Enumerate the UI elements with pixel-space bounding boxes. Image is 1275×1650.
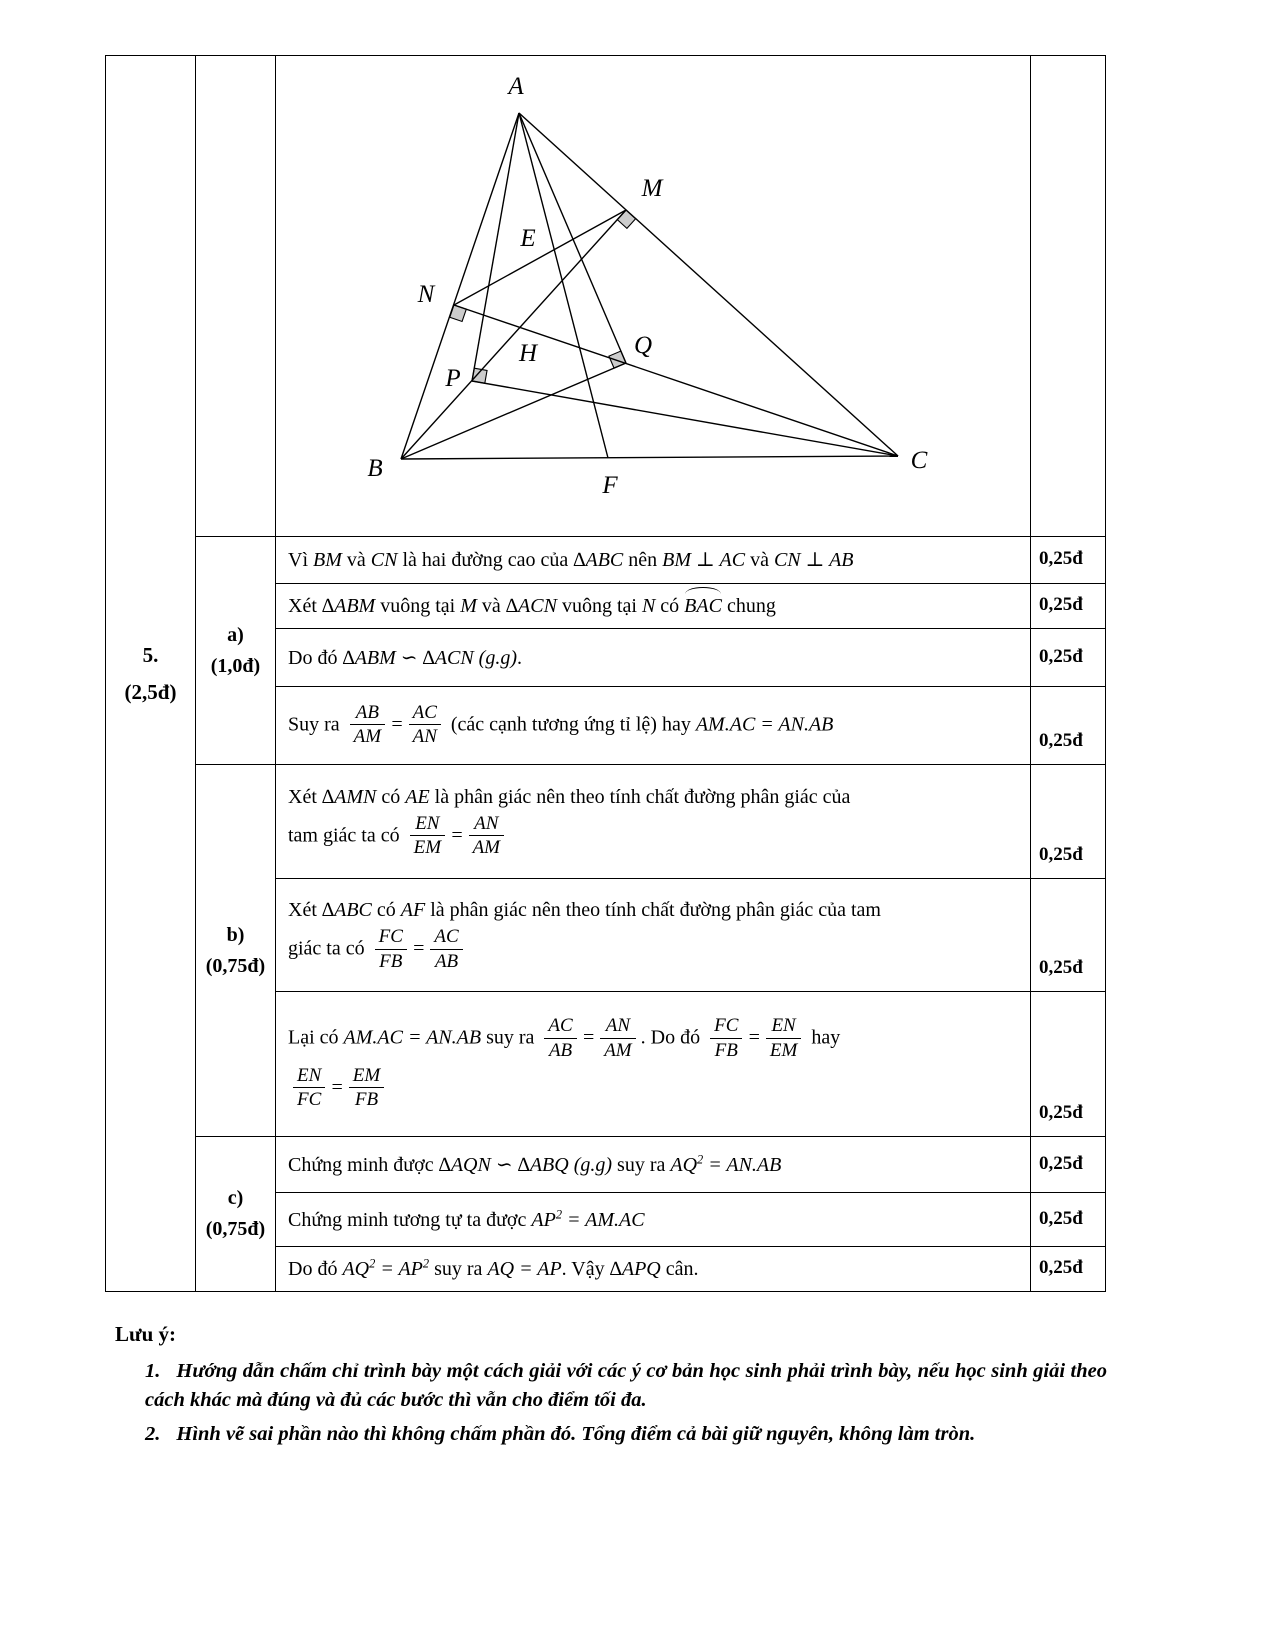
notes-section [115, 1322, 1107, 1449]
point-label: N [417, 281, 435, 308]
figure-segment [401, 210, 626, 459]
part-label: a) [227, 623, 244, 646]
solution-row [106, 1137, 1106, 1193]
solution-text: Vì BM và CN là hai đường cao của ∆ABC nên BM ⊥ AC và CN ⊥ AB [276, 537, 1031, 584]
note-text: Hình vẽ sai phần nào thì không chấm phần đó. Tổng điểm cả bài giữ nguyên, không làm tròn. [176, 1423, 976, 1446]
figure-segment [454, 305, 898, 456]
score-cell: 0,25đ [1031, 629, 1106, 687]
score-cell: 0,25đ [1031, 687, 1106, 765]
solution-text: Suy ra $\frac{AB}{AM}$ = $\frac{AC}{AN}$ (các cạnh tương ứng tỉ lệ) hay AM.AC = AN.AB [276, 687, 1031, 765]
notes-title: Lưu ý: [115, 1322, 177, 1346]
empty-score-cell [1031, 56, 1106, 537]
solution-text: Do đó ∆ABM ∽ ∆ACN (g.g). [276, 629, 1031, 687]
figure-segment [472, 381, 898, 456]
point-label: B [367, 455, 383, 482]
empty-part-cell [196, 56, 276, 537]
part-label: b) [226, 923, 245, 946]
part-c-cell [196, 1137, 276, 1292]
score-cell: 0,25đ [1031, 1247, 1106, 1292]
score-cell: 0,25đ [1031, 1193, 1106, 1247]
figure-segment [454, 210, 626, 305]
point-label: M [641, 175, 663, 202]
part-b-cell [196, 765, 276, 1137]
point-label: Q [633, 332, 653, 359]
note-item [145, 1357, 1107, 1414]
part-points: (0,75đ) [205, 954, 266, 977]
question-cell [106, 56, 196, 1292]
question-total-points: (2,5đ) [124, 679, 177, 704]
point-label: F [602, 472, 618, 499]
figure-row [106, 56, 1106, 537]
score-cell: 0,25đ [1031, 537, 1106, 584]
note-item [145, 1420, 1107, 1449]
point-label: C [910, 447, 928, 474]
figure-cell [276, 56, 1031, 537]
part-points: (1,0đ) [210, 654, 261, 677]
figure-segment [472, 113, 519, 381]
point-label: H [518, 340, 538, 367]
part-label: c) [227, 1187, 244, 1209]
right-angle-mark [609, 351, 626, 368]
score-cell: 0,25đ [1031, 584, 1106, 629]
figure-segment [519, 113, 608, 458]
figure-segment [401, 363, 626, 459]
note-number: 2. [145, 1423, 161, 1446]
solution-text: Chứng minh tương tự ta được $AP^2 = AM.AC$ [276, 1193, 1031, 1247]
solution-text: Do đó $AQ^2 = AP^2$ suy ra AQ = AP. Vậy ∆APQ cân. [276, 1247, 1031, 1292]
figure-segment [519, 113, 898, 456]
solution-text: Xét ∆AMN có AE là phân giác nên theo tính chất đường phân giác của tam giác ta có $\frac{EN}{EM}$ = $\frac{AN}{AM}$ [276, 765, 1031, 879]
score-cell: 0,25đ [1031, 765, 1106, 879]
figure-segment [401, 456, 898, 459]
solution-text: Lại có AM.AC = AN.AB suy ra $\frac{AC}{AB}$ = $\frac{AN}{AM}$ . Do đó $\frac{FC}{FB}$ = $\frac{EN}{EM}$ hay $\frac{EN}{FC}$ = $\frac{EM}{FB}$ [276, 992, 1031, 1137]
point-label: E [520, 225, 536, 252]
point-label: A [508, 73, 524, 100]
grading-table [105, 55, 1106, 1292]
solution-text: Xét ∆ABM vuông tại M và ∆ACN vuông tại N có BAC chung [276, 584, 1031, 629]
part-a-cell [196, 537, 276, 765]
point-label: P [445, 365, 461, 392]
geometry-figure [276, 56, 1031, 531]
solution-row [106, 537, 1106, 584]
solution-row [106, 765, 1106, 879]
solution-text: Xét ∆ABC có AF là phân giác nên theo tính chất đường phân giác của tam giác ta có $\frac{FC}{FB}$ = $\frac{AC}{AB}$ [276, 879, 1031, 992]
solution-text: Chứng minh được ∆AQN ∽ ∆ABQ (g.g) suy ra $AQ^2 = AN.AB$ [276, 1137, 1031, 1193]
part-points: (0,75đ) [205, 1218, 266, 1240]
score-cell: 0,25đ [1031, 879, 1106, 992]
note-number: 1. [145, 1360, 161, 1382]
note-text: Hướng dẫn chấm chỉ trình bày một cách giải với các ý cơ bản học sinh phải trình bày, nếu học sinh giải theo cách khác mà đúng và đủ các bước thì vẫn cho điểm tối đa. [145, 1360, 1107, 1411]
score-cell: 0,25đ [1031, 1137, 1106, 1193]
question-number: 5. [142, 642, 159, 667]
score-cell: 0,25đ [1031, 992, 1106, 1137]
